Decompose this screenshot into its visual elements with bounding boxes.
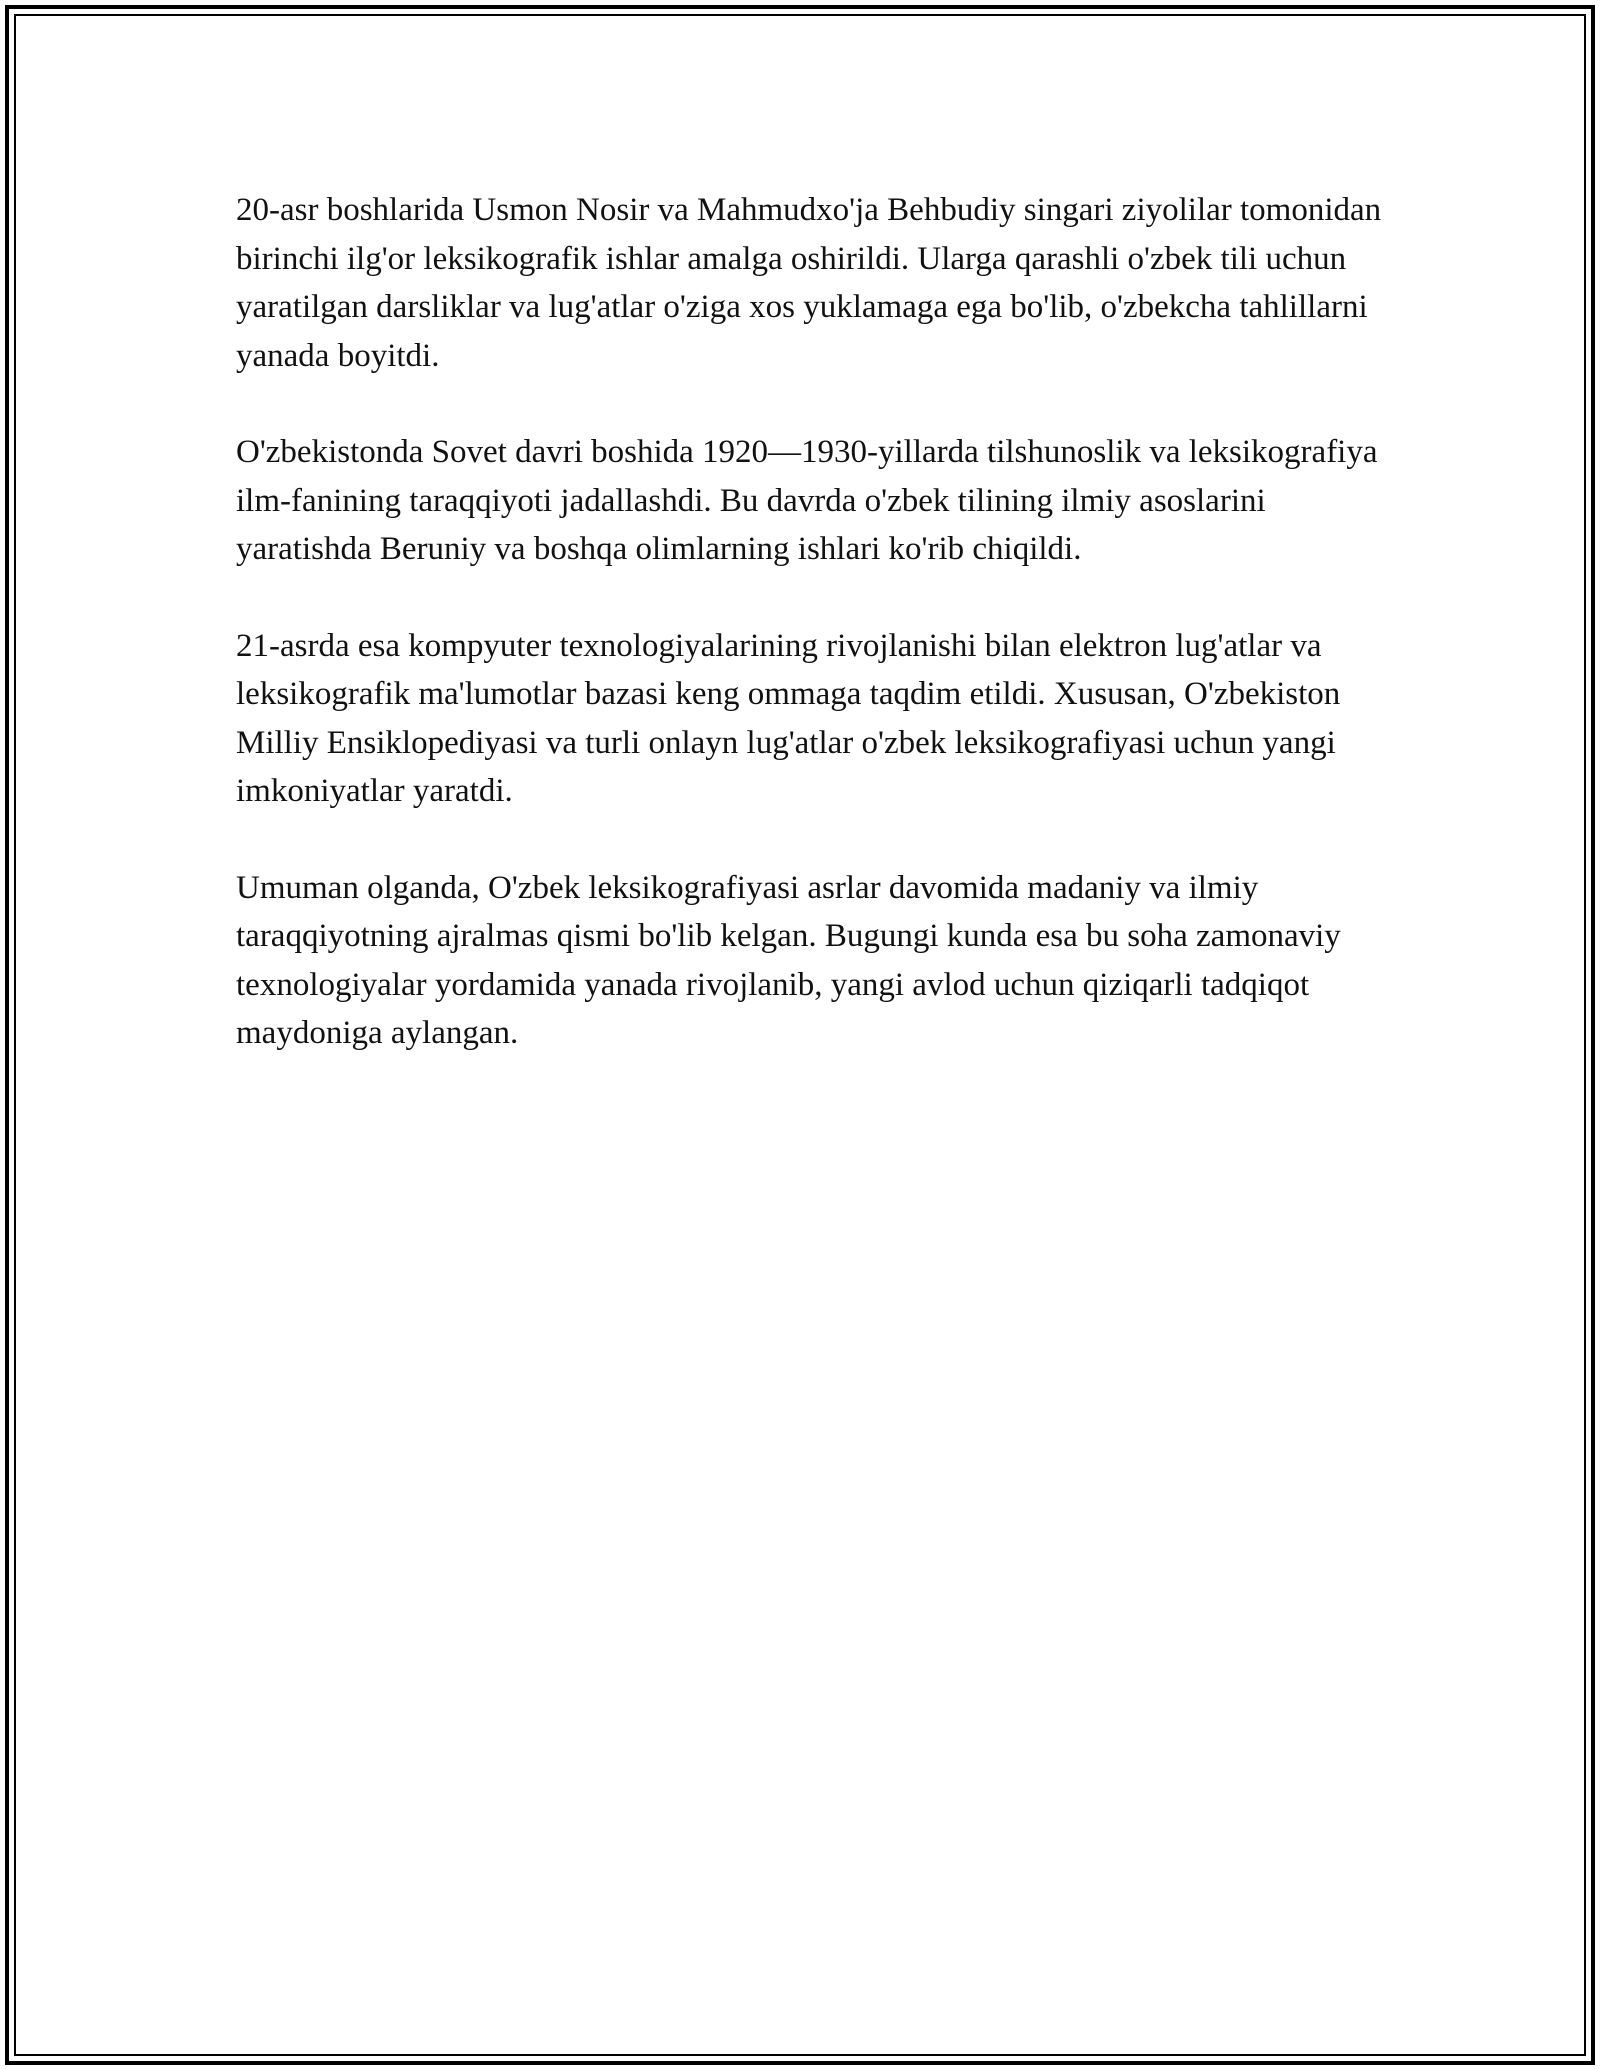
paragraph-4: Umuman olganda, O'zbek leksikografiyasi asrlar davomida madaniy va ilmiy taraqqiyotning ajralmas qismi bo'lib kelgan. Bugungi kunda esa bu soha zamonaviy texnologiyalar yordamida yanada rivojlanib, yangi avlod uchun qiziqarli tadqiqot maydoniga aylangan. — [236, 869, 1341, 1051]
paragraph-2: O'zbekistonda Sovet davri boshida 1920—1930-yillarda tilshunoslik va leksikografiya ilm-fanining taraqqiyoti jadallashdi. Bu davrda o'zbek tilining ilmiy asoslarini yaratishda Beruniy va boshqa olimlarning ishlari ko'rib chiqildi. — [236, 434, 1378, 567]
document-body — [236, 186, 1386, 1106]
paragraph-3: 21-asrda esa kompyuter texnologiyalarining rivojlanishi bilan elektron lug'atlar va leksikografik ma'lumotlar bazasi keng ommaga taqdim etildi. Xususan, O'zbekiston Milliy Ensiklopediyasi va turli onlayn lug'atlar o'zbek leksikografiyasi uchun yangi imkoniyatlar yaratdi. — [236, 627, 1341, 809]
paragraph-1: 20-asr boshlarida Usmon Nosir va Mahmudxo'ja Behbudiy singari ziyolilar tomonidan birinchi ilg'or leksikografik ishlar amalga oshirildi. Ularga qarashli o'zbek tili uchun yaratilgan darsliklar va lug'atlar o'ziga xos yuklamaga ega bo'lib, o'zbekcha tahlillarni yanada boyitdi. — [236, 192, 1382, 374]
